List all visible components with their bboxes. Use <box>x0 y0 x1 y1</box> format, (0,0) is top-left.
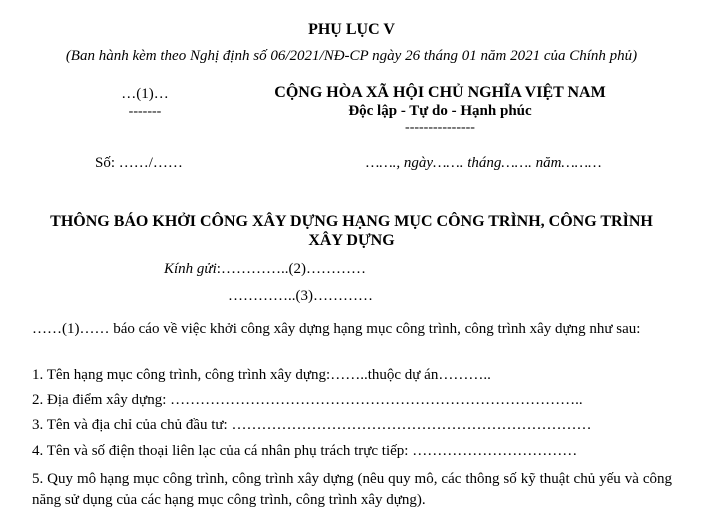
place-date: ……., ngày……. tháng……. năm……… <box>366 155 602 171</box>
recipient-2: …………..(3)………… <box>228 288 373 304</box>
item-5: 5. Quy mô hạng mục công trình, công trình xây dựng (nêu quy mô, các thông số kỹ thuật chủ yếu và công năng sử dụng của các hạng mục công trình, công trình xây dựng). <box>32 471 672 508</box>
item-1: 1. Tên hạng mục công trình, công trình xây dựng:……..thuộc dự án……….. <box>32 367 491 383</box>
agency-rule: ------- <box>128 104 162 119</box>
recipient-1: :…………..(2)………… <box>216 261 366 277</box>
item-4: 4. Tên và số điện thoại liên lạc của cá nhân phụ trách trực tiếp: …………………………… <box>32 443 578 459</box>
recipient-line1 <box>164 261 366 278</box>
item-3: 3. Tên và địa chỉ của chủ đầu tư: ……………………………………………………………… <box>32 417 592 433</box>
item-2: 2. Địa điểm xây dựng: ……………………………………………………………………….. <box>32 392 583 408</box>
motto-rule: --------------- <box>405 120 475 135</box>
notice-title-line2: XÂY DỰNG <box>308 232 395 249</box>
decree-note: (Ban hành kèm theo Nghị định số 06/2021/NĐ-CP ngày 26 tháng 01 năm 2021 của Chính phủ) <box>65 48 638 64</box>
agency-name: …(1)… <box>121 86 169 102</box>
national-motto: Độc lập - Tự do - Hạnh phúc <box>348 103 532 119</box>
document-number: Số: ……/…… <box>95 155 183 171</box>
intro-paragraph: ……(1)…… báo cáo về việc khởi công xây dựng hạng mục công trình, công trình xây dựng như sau: <box>32 321 641 337</box>
appendix-title: PHỤ LỤC V <box>308 21 395 38</box>
recipient-label: Kính gửi <box>164 261 217 277</box>
notice-title-line1: THÔNG BÁO KHỞI CÔNG XÂY DỰNG HẠNG MỤC CÔNG TRÌNH, CÔNG TRÌNH <box>50 213 653 230</box>
country-name: CỘNG HÒA XÃ HỘI CHỦ NGHĨA VIỆT NAM <box>274 84 606 101</box>
